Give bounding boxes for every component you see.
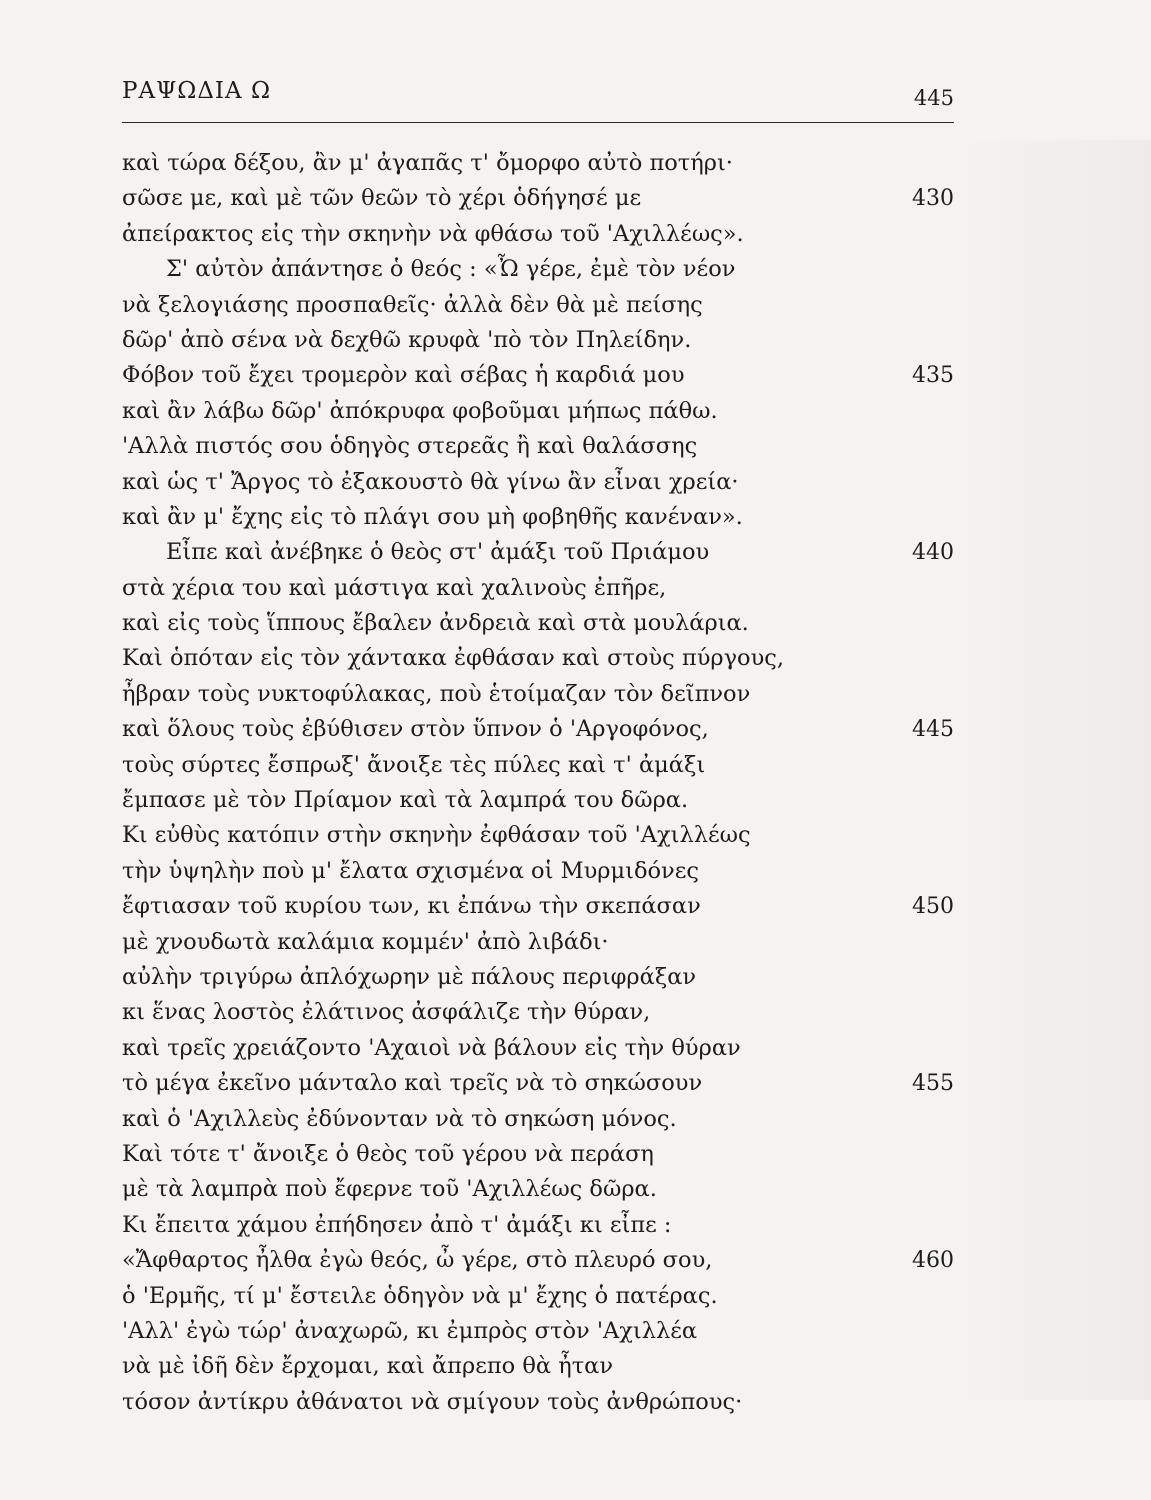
running-header [122,78,954,118]
verse-line [122,854,954,889]
verse-line [122,1066,954,1101]
show-through-shadow [960,140,1151,1400]
verse-line [122,960,954,995]
verse-line [122,181,954,216]
verse-line [122,535,954,570]
verse-text: νὰ ξελογιάσης προσπαθεῖς· ἀλλὰ δὲν θὰ μὲ πείσης [122,291,703,318]
verse-line [122,641,954,676]
line-number: 435 [912,363,954,389]
verse-text: ἔμπασε μὲ τὸν Πρίαμον καὶ τὰ λαμπρά του δῶρα. [122,787,689,814]
header-rule [122,122,954,123]
verse-text: τὸ μέγα ἐκεῖνο μάνταλο καὶ τρεῖς νὰ τὸ σηκώσουν [122,1070,703,1097]
line-number: 440 [912,540,954,566]
verse-text: μὲ χνουδωτὰ καλάμια κομμέν' ἀπὸ λιβάδι· [122,928,609,955]
verse-text: «Ἄφθαρτος ἦλθα ἐγὼ θεός, ὦ γέρε, στὸ πλευρό σου, [122,1247,713,1274]
line-number: 455 [912,1071,954,1097]
verse-text: μὲ τὰ λαμπρὰ ποὺ ἔφερνε τοῦ 'Αχιλλέως δῶρα. [122,1176,657,1203]
line-number: 450 [912,894,954,920]
verse-text: ἦβραν τοὺς νυκτοφύλακας, ποὺ ἑτοίμαζαν τὸν δεῖπνον [122,680,751,707]
verse-text: τόσον ἀντίκρυ ἀθάνατοι νὰ σμίγουν τοὺς ἀνθρώπους· [122,1388,743,1415]
verse-text: ἔφτιασαν τοῦ κυρίου των, κι ἐπάνω τὴν σκεπάσαν [122,893,701,920]
verse-line [122,1314,954,1349]
verse-line [122,358,954,393]
line-number: 460 [912,1248,954,1274]
verse-line [122,1172,954,1207]
verse-line [122,288,954,323]
verse-text: 'Αλλ' ἐγὼ τώρ' ἀναχωρῶ, κι ἐμπρὸς στὸν 'Αχιλλέα [122,1317,698,1344]
verse-text: Φόβον τοῦ ἔχει τρομερὸν καὶ σέβας ἡ καρδιά μου [122,362,685,389]
verse-line [122,1385,954,1420]
verse-line [122,748,954,783]
verse-line [122,1208,954,1243]
line-number: 445 [912,717,954,743]
verse-text: κι ἕνας λοστὸς ἐλάτινος ἀσφάλιζε τὴν θύραν, [122,999,651,1026]
verse-line [122,783,954,818]
verse-line [122,323,954,358]
verse-line [122,1279,954,1314]
verse-line [122,429,954,464]
verse-text: Κι εὐθὺς κατόπιν στὴν σκηνὴν ἐφθάσαν τοῦ 'Αχιλλέως [122,822,751,849]
page-number: 445 [913,86,954,110]
verse-line [122,606,954,641]
verse-text: 'Αλλὰ πιστός σου ὁδηγὸς στερεᾶς ἢ καὶ θαλάσσης [122,433,698,460]
verse-text: στὰ χέρια του καὶ μάστιγα καὶ χαλινοὺς ἐπῆρε, [122,574,667,601]
verse-text: τὴν ὑψηλὴν ποὺ μ' ἔλατα σχισμένα οἱ Μυρμιδόνες [122,857,699,884]
verse-text: σῶσε με, καὶ μὲ τῶν θεῶν τὸ χέρι ὁδήγησέ με [122,185,642,212]
verse-line [122,1031,954,1066]
verse-line [122,217,954,252]
verse-text: Καὶ τότε τ' ἄνοιξε ὁ θεὸς τοῦ γέρου νὰ περάση [122,1140,654,1167]
verse-text: καὶ τώρα δέξου, ἂν μ' ἀγαπᾶς τ' ὄμορφο αὐτὸ ποτήρι· [122,150,733,176]
verse-line [122,500,954,535]
verse-line [122,1102,954,1137]
line-number: 430 [912,186,954,212]
verse-line [122,925,954,960]
verse-line [122,252,954,287]
verse-text: Σ' αὐτὸν ἀπάντησε ὁ θεός : «Ὦ γέρε, ἐμὲ τὸν νέον [166,256,736,283]
verse-text: καὶ ὁ 'Αχιλλεὺς ἐδύνονταν νὰ τὸ σηκώση μόνος. [122,1105,677,1132]
verse-text: νὰ μὲ ἰδῆ δὲν ἔρχομαι, καὶ ἄπρεπο θὰ ἦταν [122,1353,614,1380]
verse-text: καὶ ὡς τ' Ἄργος τὸ ἐξακουστὸ θὰ γίνω ἂν εἶναι χρεία· [122,468,739,495]
verse-text: Εἶπε καὶ ἀνέβηκε ὁ θεὸς στ' ἀμάξι τοῦ Πριάμου [166,539,710,566]
verse-text: Καὶ ὁπόταν εἰς τὸν χάντακα ἐφθάσαν καὶ στοὺς πύργους, [122,645,785,672]
verse-line [122,677,954,712]
verse-line [122,146,954,181]
verse-line [122,1243,954,1278]
verse-text: Κι ἔπειτα χάμου ἐπήδησεν ἀπὸ τ' ἀμάξι κι εἶπε : [122,1211,672,1238]
verse-line [122,712,954,747]
verse-line [122,995,954,1030]
verse-text: ἀπείρακτος εἰς τὴν σκηνὴν νὰ φθάσω τοῦ 'Αχιλλέως». [122,220,744,247]
verse-line [122,889,954,924]
verse-text: ὁ 'Ερμῆς, τί μ' ἔστειλε ὁδηγὸν νὰ μ' ἔχης ὁ πατέρας. [122,1282,718,1309]
verse-text: καὶ εἰς τοὺς ἵππους ἔβαλεν ἀνδρειὰ καὶ στὰ μουλάρια. [122,610,749,637]
verse-line [122,571,954,606]
verse-text: καὶ τρεῖς χρειάζοντο 'Αχαιοὶ νὰ βάλουν εἰς τὴν θύραν [122,1034,741,1061]
verse-line [122,818,954,853]
verse-block [122,146,954,1420]
verse-line [122,465,954,500]
verse-text: καὶ ὅλους τοὺς ἐβύθισεν στὸν ὕπνον ὁ 'Αργοφόνος, [122,716,709,743]
verse-line [122,1349,954,1384]
verse-text: αὐλὴν τριγύρω ἀπλόχωρην μὲ πάλους περιφράξαν [122,963,697,990]
verse-text: καὶ ἂν λάβω δῶρ' ἀπόκρυφα φοβοῦμαι μήπως πάθω. [122,397,718,424]
chapter-title: ΡΑΨΩΔΙΑ Ω [122,78,272,104]
verse-text: τοὺς σύρτες ἔσπρωξ' ἄνοιξε τὲς πύλες καὶ τ' ἀμάξι [122,751,706,778]
verse-line [122,394,954,429]
verse-line [122,1137,954,1172]
verse-text: καὶ ἂν μ' ἔχης εἰς τὸ πλάγι σου μὴ φοβηθῆς κανέναν». [122,503,743,530]
verse-text: δῶρ' ἀπὸ σένα νὰ δεχθῶ κρυφὰ 'πὸ τὸν Πηλείδην. [122,326,692,353]
